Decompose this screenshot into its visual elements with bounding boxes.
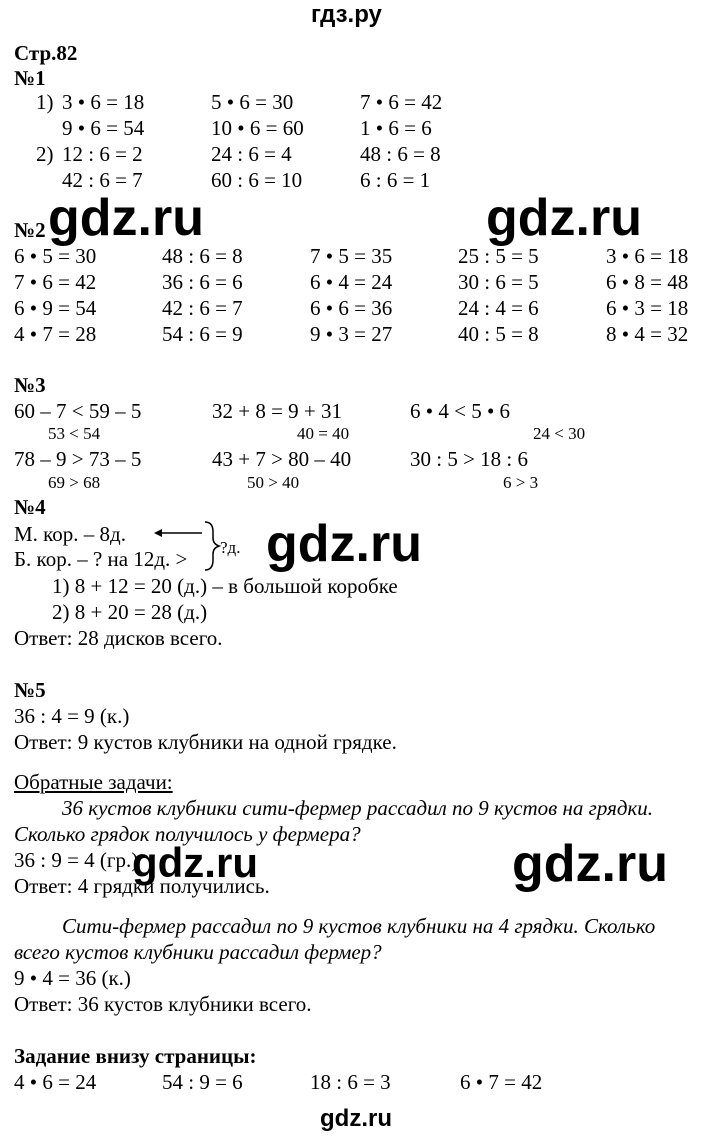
equation: 3 • 6 = 18: [62, 90, 145, 114]
exercise-1-number-1: 1): [36, 90, 54, 114]
equation: 7 • 6 = 42: [360, 90, 443, 114]
equation: 6 : 6 = 1: [360, 168, 431, 192]
comparison-result: 24 < 30: [533, 424, 586, 443]
comparison-result: 69 > 68: [48, 473, 101, 492]
watermark: gdz.ru: [48, 189, 204, 247]
equation: 9 • 3 = 27: [310, 322, 393, 346]
footer-site-name: gdz.ru: [320, 1105, 392, 1132]
equation: 6 • 6 = 36: [310, 296, 393, 320]
equation: 6 • 5 = 30: [14, 244, 97, 268]
solution-step: 2) 8 + 20 = 28 (д.): [52, 600, 208, 624]
comparison: 78 – 9 > 73 – 5: [14, 447, 142, 471]
equation: 12 : 6 = 2: [62, 142, 143, 166]
curly-brace: [205, 522, 219, 570]
equation: 54 : 6 = 9: [162, 322, 243, 346]
equation: 40 : 5 = 8: [458, 322, 539, 346]
comparison: 6 • 4 < 5 • 6: [410, 399, 511, 423]
equation: 8 • 4 = 32: [606, 322, 689, 346]
equation: 54 : 9 = 6: [162, 1070, 243, 1094]
exercise-3-title: №3: [14, 373, 46, 397]
comparison-result: 53 < 54: [48, 424, 101, 443]
watermark: gdz.ru: [486, 189, 642, 247]
comparison: 30 : 5 > 18 : 6: [410, 447, 529, 471]
task-text: Сити-фермер рассадил по 9 кустов клубники на 4 грядки. Сколько: [62, 914, 656, 938]
comparison: 43 + 7 > 80 – 40: [212, 447, 352, 471]
equation: 25 : 5 = 5: [458, 244, 539, 268]
answer: Ответ: 28 дисков всего.: [14, 626, 223, 650]
exercise-5-title: №5: [14, 678, 46, 702]
equation: 24 : 6 = 4: [211, 142, 292, 166]
calculation: 36 : 9 = 4 (гр.): [14, 848, 139, 872]
equation: 1 • 6 = 6: [360, 116, 432, 140]
condition-small-box: М. кор. – 8д.: [14, 522, 126, 546]
equation: 10 • 6 = 60: [211, 116, 304, 140]
equation: 9 • 6 = 54: [62, 116, 145, 140]
header-site-name: гдз.ру: [311, 1, 382, 28]
reverse-tasks-heading: Обратные задачи:: [14, 770, 173, 794]
equation: 3 • 6 = 18: [606, 244, 689, 268]
comparison-result: 40 = 40: [297, 424, 350, 443]
equation: 60 : 6 = 10: [211, 168, 303, 192]
solution-step: 1) 8 + 12 = 20 (д.) – в большой коробке: [52, 574, 398, 598]
equation: 6 • 8 = 48: [606, 270, 689, 294]
equation: 48 : 6 = 8: [360, 142, 441, 166]
comparison-result: 6 > 3: [503, 473, 539, 492]
equation: 24 : 4 = 6: [458, 296, 539, 320]
comparison-result: 50 > 40: [247, 473, 300, 492]
equation: 4 • 7 = 28: [14, 322, 97, 346]
answer: Ответ: 36 кустов клубники всего.: [14, 992, 312, 1016]
answer: Ответ: 4 грядки получились.: [14, 874, 270, 898]
arrowhead: [154, 529, 162, 537]
equation: 6 • 7 = 42: [460, 1070, 543, 1094]
watermark: gdz.ru: [132, 839, 258, 886]
equation: 36 : 6 = 6: [162, 270, 243, 294]
equation: 6 • 4 = 24: [310, 270, 393, 294]
equation: 7 • 5 = 35: [310, 244, 393, 268]
task-text: всего кустов клубники рассадил фермер?: [14, 940, 382, 964]
answer: Ответ: 9 кустов клубники на одной грядке.: [14, 730, 397, 754]
task-text: Сколько грядок получилось у фермера?: [14, 822, 361, 846]
equation: 48 : 6 = 8: [162, 244, 243, 268]
equation: 42 : 6 = 7: [162, 296, 243, 320]
comparison: 32 + 8 = 9 + 31: [212, 399, 343, 423]
watermark: gdz.ru: [512, 835, 668, 893]
equation: 6 • 3 = 18: [606, 296, 689, 320]
brace-question: ?д.: [220, 538, 241, 557]
equation: 7 • 6 = 42: [14, 270, 97, 294]
watermark: gdz.ru: [266, 515, 422, 573]
calculation: 36 : 4 = 9 (к.): [14, 704, 130, 728]
equation: 42 : 6 = 7: [62, 168, 143, 192]
exercise-4-title: №4: [14, 495, 46, 519]
page-label: Стр.82: [14, 41, 78, 65]
exercise-1-title: №1: [14, 66, 46, 90]
equation: 4 • 6 = 24: [14, 1070, 97, 1094]
task-text: 36 кустов клубники сити-фермер рассадил по 9 кустов на грядки.: [62, 796, 654, 820]
exercise-2-title: №2: [14, 218, 46, 242]
calculation: 9 • 4 = 36 (к.): [14, 966, 131, 990]
equation: 18 : 6 = 3: [310, 1070, 391, 1094]
condition-big-box: Б. кор. – ? на 12д. >: [14, 547, 188, 571]
equation: 6 • 9 = 54: [14, 296, 97, 320]
equation: 30 : 6 = 5: [458, 270, 539, 294]
equation: 5 • 6 = 30: [211, 90, 294, 114]
bottom-task-title: Задание внизу страницы:: [14, 1044, 257, 1068]
exercise-1-number-2: 2): [36, 142, 54, 166]
comparison: 60 – 7 < 59 – 5: [14, 399, 142, 423]
